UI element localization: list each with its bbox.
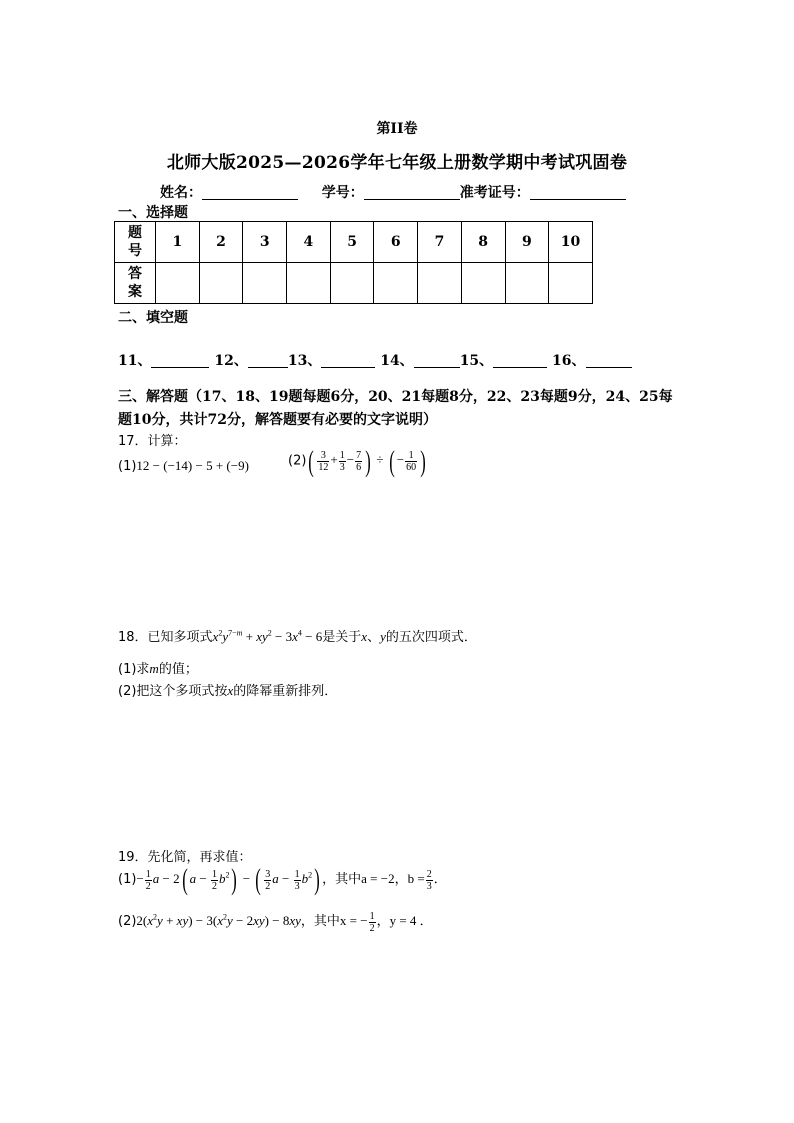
blank-label-16: 16、 [552,353,586,369]
blank-14[interactable] [414,353,460,368]
q19-part1-expression: − $\frac{1}{2}$ a − 2( a − $\frac{1}{2}$ $b^2$) − ( $\frac{3}{2}$ a − $\frac{1}{3}$ $b^2$) [136,863,320,897]
blank-11[interactable] [151,353,209,368]
q18-part1: (1)求m的值； [118,661,198,677]
blank-label-14: 14、 [380,353,414,369]
question-number: 4 [287,222,331,263]
section3-title: 三、解答题（17、18、19题每题6分，20、21每题8分，22、23每题9分，24、25每题10分，共计72分，解答题要有必要的文字说明） [118,389,673,428]
q18-polynomial: $x^2y^{7-m} + xy^2 - 3x^4 - 6$ [212,628,323,644]
q19-part2-expression: $2(x^2y + xy) - 3(x^2y - 2xy) - 8xy$ [136,912,301,928]
question-number: 8 [461,222,505,263]
q17-part1-expression: 12 − (−14) − 5 + (−9) [136,458,249,473]
blank-label-11: 11、 [118,353,152,369]
answer-cell[interactable] [156,263,200,304]
q18-part2: (2)把这个多项式按x的降幂重新排列． [118,683,338,699]
id-label: 学号： [321,185,364,201]
question-number: 10 [549,222,593,263]
question-number: 3 [243,222,287,263]
answer-cell[interactable] [505,263,549,304]
fill-blank-row [118,350,632,370]
section1-title: 一、选择题 [118,205,188,221]
blank-label-15: 15、 [459,353,494,369]
blank-12[interactable] [248,353,288,368]
answer-cell[interactable] [330,263,374,304]
answer-cell[interactable] [549,263,593,304]
answer-cell[interactable] [374,263,418,304]
answer-cell[interactable] [243,263,287,304]
answer-cell[interactable] [287,263,331,304]
section2-title: 二、填空题 [118,310,188,326]
id-blank[interactable] [364,185,460,200]
question-number: 1 [156,222,200,263]
q17-part2: (2)( $\frac{3}{12}$ + $\frac{1}{3}$ − $\frac{7}{6}$ ) ÷ ( − $\frac{1}{60}$ ) [288,450,428,473]
question-number: 2 [199,222,243,263]
q19-stem: 19．先化简，再求值： [118,850,252,865]
q17-part2-expression: ( $\frac{3}{12}$ + $\frac{1}{3}$ − $\frac{7}{6}$ ) ÷ ( − $\frac{1}{60}$ ) [308,444,426,478]
q17-stem: 17．计算： [118,434,187,449]
blank-label-12: 12、 [214,353,248,369]
question-number: 6 [374,222,418,263]
question-number: 5 [330,222,374,263]
q17-part1: (1)12 − (−14) − 5 + (−9) [118,458,249,474]
exam-title: 北师大版2025—2026学年七年级上册数学期中考试巩固卷 [166,153,628,173]
question-number: 7 [418,222,462,263]
row-label-answer: 答案 [115,263,156,304]
blank-16[interactable] [586,353,632,368]
answer-cell[interactable] [199,263,243,304]
name-blank[interactable] [202,185,298,200]
exam-number-label: 准考证号： [459,185,530,201]
answer-cell[interactable] [461,263,505,304]
exam-number-blank[interactable] [530,185,626,200]
question-number: 9 [505,222,549,263]
volume-label: 第II卷 [376,121,418,137]
q19-part1: (1)− $\frac{1}{2}$ a − 2( a − $\frac{1}{2}$ $b^2$) − ( $\frac{3}{2}$ a − $\frac{1}{3}$ $b^2$) ，其中a = −2，b = $\frac{2}{3}$ ． [118,863,447,897]
blank-13[interactable] [321,353,375,368]
name-label: 姓名： [160,185,202,201]
blank-label-13: 13、 [287,353,322,369]
q18-stem: 18．已知多项式$x^2y^{7-m} + xy^2 - 3x^4 - 6$是关于x、y的五次四项式． [118,628,477,645]
blank-15[interactable] [493,353,547,368]
student-info-row [160,182,626,202]
row-label-question: 题号 [115,222,156,263]
answer-table [114,221,593,304]
q19-part2: $(2)2(x^2y + xy) - 3(x^2y - 2xy) - 8xy$，其中x = − $\frac{1}{2}$ ，y = 4 ． [118,910,433,934]
answer-cell[interactable] [418,263,462,304]
